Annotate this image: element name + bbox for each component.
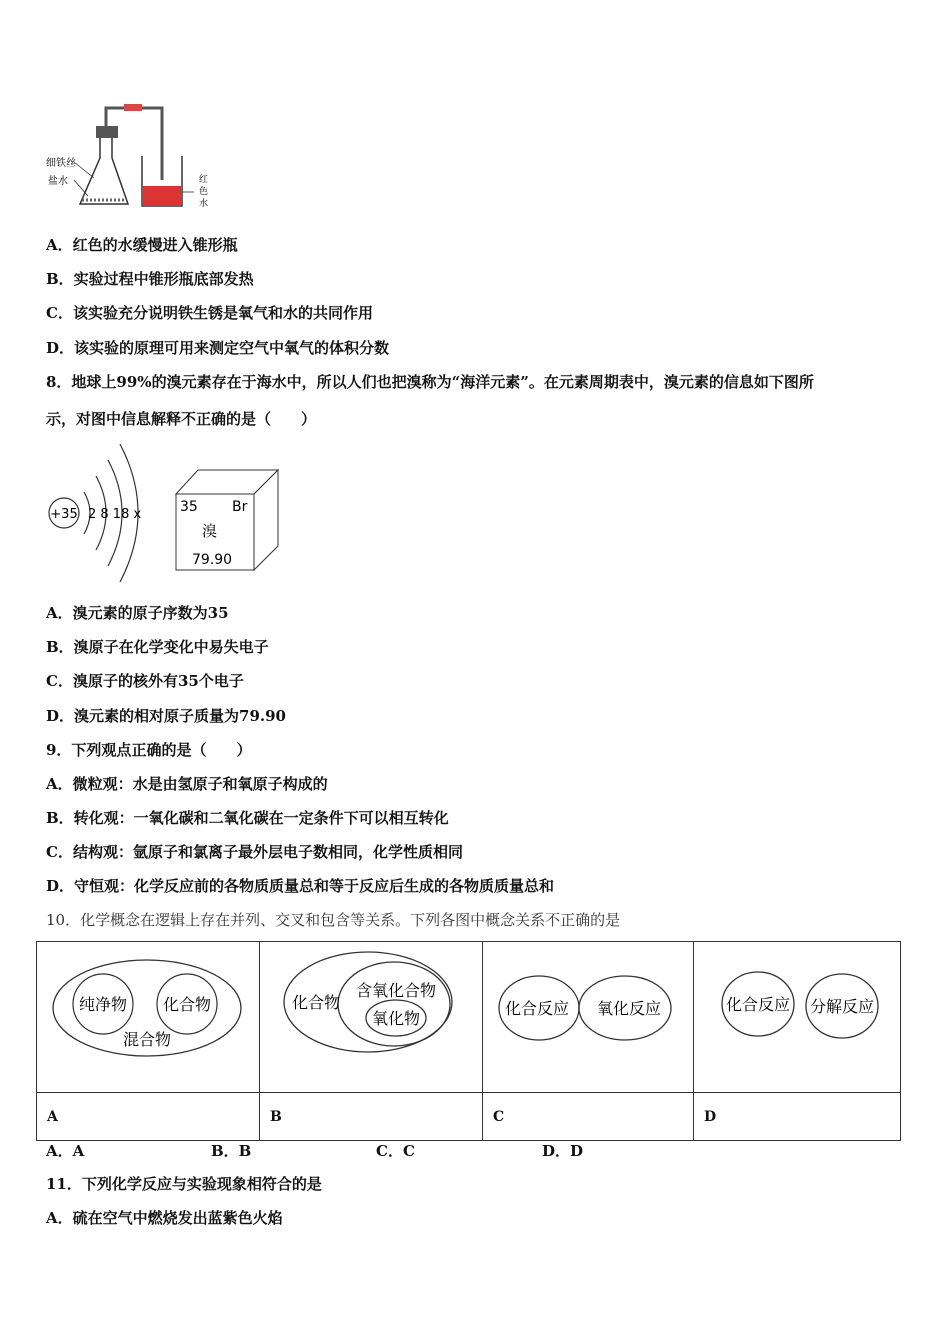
label-red-1: 红 [199, 175, 209, 185]
q9-stem: 9．下列观点正确的是（ ） [46, 741, 252, 759]
q8-stem-line1: 8．地球上99%的溴元素存在于海水中，所以人们也把溴称为“海洋元素”。在元素周期表中，溴元素的信息如下图所 [46, 373, 814, 391]
venn-d-right: 分解反应 [809, 997, 875, 1016]
q10-answer-d: D．D [542, 1142, 584, 1160]
concept-diagram-table [36, 941, 901, 1141]
label-iron-wire: 细铁丝 [46, 158, 76, 169]
diagram-cell-b [260, 942, 483, 1093]
q8-option-c: C．溴原子的核外有35个电子 [46, 672, 244, 690]
cell-label-c: C [483, 1093, 694, 1141]
element-card-figure [172, 468, 284, 574]
rubber-tube-icon [124, 104, 142, 111]
venn-b-inner: 氧化物 [371, 1009, 421, 1028]
q9-option-a: A．微粒观：水是由氢原子和氧原子构成的 [46, 775, 328, 793]
q8-option-b: B．溴原子在化学变化中易失电子 [46, 638, 269, 656]
venn-d-left: 化合反应 [725, 995, 791, 1014]
element-name: 溴 [202, 522, 218, 540]
q10-answer-a: A．A [46, 1142, 85, 1160]
q10-stem: 10．化学概念在逻辑上存在并列、交叉和包含等关系。下列各图中概念关系不正确的是 [46, 911, 621, 929]
electron-shells: 2 8 18 x [88, 507, 142, 522]
q7-option-a: A．红色的水缓慢进入锥形瓶 [46, 236, 238, 254]
venn-c-right: 氧化反应 [596, 999, 662, 1018]
q9-option-c: C．结构观：氩原子和氯离子最外层电子数相同，化学性质相同 [46, 843, 463, 861]
q11-stem: 11．下列化学反应与实验现象相符合的是 [46, 1175, 322, 1193]
diagram-cell-d [694, 942, 901, 1093]
venn-a-outer: 混合物 [122, 1030, 172, 1049]
venn-c-left: 化合反应 [504, 999, 570, 1018]
q8-option-a: A．溴元素的原子序数为35 [46, 604, 229, 622]
label-salt-water: 盐水 [48, 176, 68, 187]
q7-option-c: C．该实验充分说明铁生锈是氧气和水的共同作用 [46, 304, 373, 322]
label-red-3: 水 [199, 199, 209, 209]
cell-label-a: A [37, 1093, 260, 1141]
element-symbol: Br [232, 499, 248, 515]
venn-a-inner2: 化合物 [162, 995, 212, 1014]
q8-option-d: D．溴元素的相对原子质量为79.90 [46, 707, 286, 725]
rusting-apparatus-figure [44, 100, 219, 215]
atomic-number: 35 [180, 499, 198, 515]
q9-option-b: B．转化观：一氧化碳和二氧化碳在一定条件下可以相互转化 [46, 809, 449, 827]
q7-option-d: D．该实验的原理可用来测定空气中氧气的体积分数 [46, 339, 390, 357]
diagram-cell-c [483, 942, 694, 1093]
bromine-atom-diagram [44, 440, 164, 590]
nucleus-charge: +35 [50, 507, 78, 522]
venn-b-outer: 化合物 [291, 993, 341, 1012]
diagram-cell-a [37, 942, 260, 1093]
q10-answer-c: C．C [376, 1142, 415, 1160]
label-red-2: 色 [199, 187, 209, 197]
venn-a-inner1: 纯净物 [78, 995, 128, 1014]
q11-option-a: A．硫在空气中燃烧发出蓝紫色火焰 [46, 1209, 283, 1227]
venn-b-middle: 含氧化合物 [355, 981, 437, 1000]
q9-option-d: D．守恒观：化学反应前的各物质质量总和等于反应后生成的各物质质量总和 [46, 877, 555, 895]
cell-label-b: B [260, 1093, 483, 1141]
atomic-mass: 79.90 [192, 552, 233, 568]
cell-label-d: D [694, 1093, 901, 1141]
q8-stem-line2: 示，对图中信息解释不正确的是（ ） [46, 410, 317, 428]
flask-icon [80, 138, 128, 204]
q10-answer-b: B．B [211, 1142, 252, 1160]
q7-option-b: B．实验过程中锥形瓶底部发热 [46, 270, 254, 288]
